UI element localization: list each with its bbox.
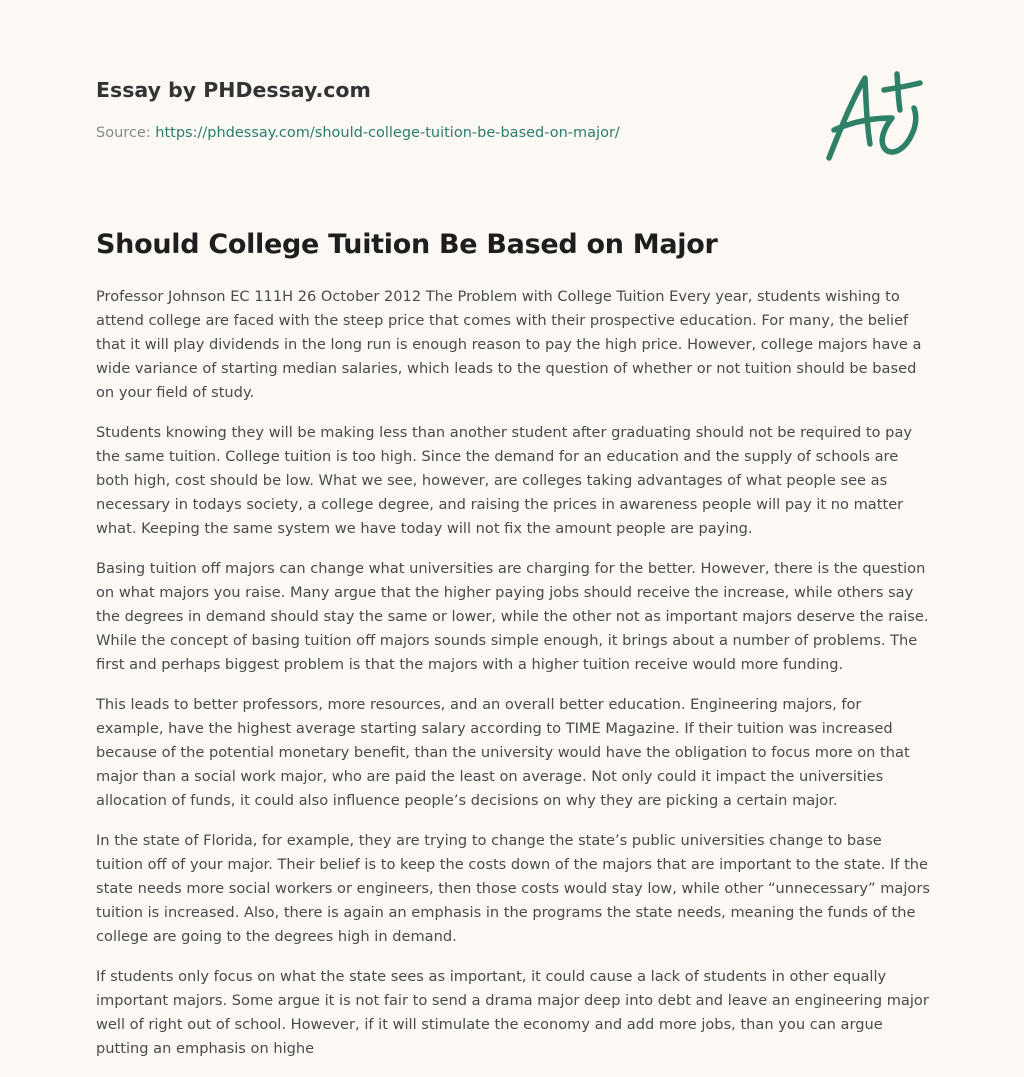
page-header — [96, 76, 796, 143]
a-plus-logo — [822, 68, 926, 164]
essay-paragraph: Basing tuition off majors can change what universities are charging for the better. However, there is the question on what majors you raise. Many argue that the higher paying jobs should receive the increase, while others say the degrees in demand should stay the same or lower, while the other not as important majors deserve the raise. While the concept of basing tuition off majors sounds simple enough, it brings about a number of problems. The first and perhaps biggest problem is that the majors with a higher tuition receive would more funding. — [96, 560, 929, 673]
essay-body — [96, 285, 932, 1077]
essay-paragraph: Professor Johnson EC 111H 26 October 2012 The Problem with College Tuition Every year, students wishing to attend college are faced with the steep price that comes with their prospective education. For many, the belief that it will play dividends in the long run is enough reason to pay the high price. However, college majors have a wide variance of starting median salaries, which leads to the question of whether or not tuition should be based on your field of study. — [96, 288, 922, 401]
essay-paragraph: If students only focus on what the state sees as important, it could cause a lack of students in other equally important majors. Some argue it is not fair to send a drama major deep into debt and leave an engineering major well of right out of school. However, if it will stimulate the economy and add more jobs, than you can argue putting an emphasis on highe — [96, 968, 929, 1057]
essay-paragraph: In the state of Florida, for example, they are trying to change the state’s public universities change to base tuition off of your major. Their belief is to keep the costs down of the majors that are important to the state. If the state needs more social workers or engineers, then those costs would stay low, while other “unnecessary” majors tuition is increased. Also, there is again an emphasis in the programs the state needs, meaning the funds of the college are going to the degrees high in demand. — [96, 832, 930, 945]
source-line — [96, 123, 796, 143]
essay-title: Should College Tuition Be Based on Major — [96, 229, 718, 260]
essay-paragraph: Students knowing they will be making less than another student after graduating should not be required to pay the same tuition. College tuition is too high. Since the demand for an education and the supply of schools are both high, cost should be low. What we see, however, are colleges taking advantages of what people see as necessary in todays society, a college degree, and raising the prices in awareness people will pay it no matter what. Keeping the same system we have today will not fix the amount people are paying. — [96, 424, 913, 537]
essay-paragraph: This leads to better professors, more resources, and an overall better education. Engineering majors, for example, have the highest average starting salary according to TIME Magazine. If their tuition was increased because of the potential monetary benefit, than the university would have the obligation to focus more on that major than a social work major, who are paid the least on average. Not only could it impact the universities allocation of funds, it could also influence people’s decisions on why they are picking a certain major. — [96, 696, 910, 809]
source-link[interactable]: https://phdessay.com/should-college-tuition-be-based-on-major/ — [155, 125, 620, 141]
source-label: Source: — [96, 125, 156, 141]
brand-title: Essay by PHDessay.com — [96, 78, 371, 102]
